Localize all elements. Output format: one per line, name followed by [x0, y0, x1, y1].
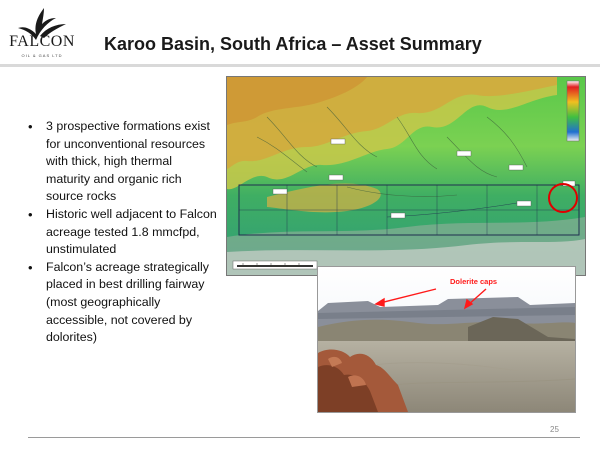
bullet-item: • Falcon’s acreage strategically placed in best drilling fairway (most geographically accessible, not covered by dolorites): [28, 259, 218, 347]
bullet-item: • 3 prospective formations exist for unconventional resources with thick, high thermal maturity and organic rich source rocks: [28, 118, 218, 206]
landscape-photo-graphic: [318, 267, 575, 412]
page-number: 25: [550, 425, 559, 434]
footer-divider: [28, 437, 580, 438]
header-divider: [0, 64, 600, 67]
landscape-photo: [317, 266, 576, 413]
elevation-map-graphic: [227, 77, 585, 275]
logo-wordmark: FALCON: [9, 33, 75, 50]
logo-tagline: OIL & GAS LTD: [21, 53, 63, 58]
photo-annotation: Dolerite caps: [450, 277, 498, 286]
bullet-item: • Historic well adjacent to Falcon acreage tested 1.8 mmcfpd, unstimulated: [28, 206, 218, 259]
page-title: Karoo Basin, South Africa – Asset Summary: [104, 34, 482, 54]
bullet-list: [28, 118, 218, 347]
elevation-map: [226, 76, 586, 276]
